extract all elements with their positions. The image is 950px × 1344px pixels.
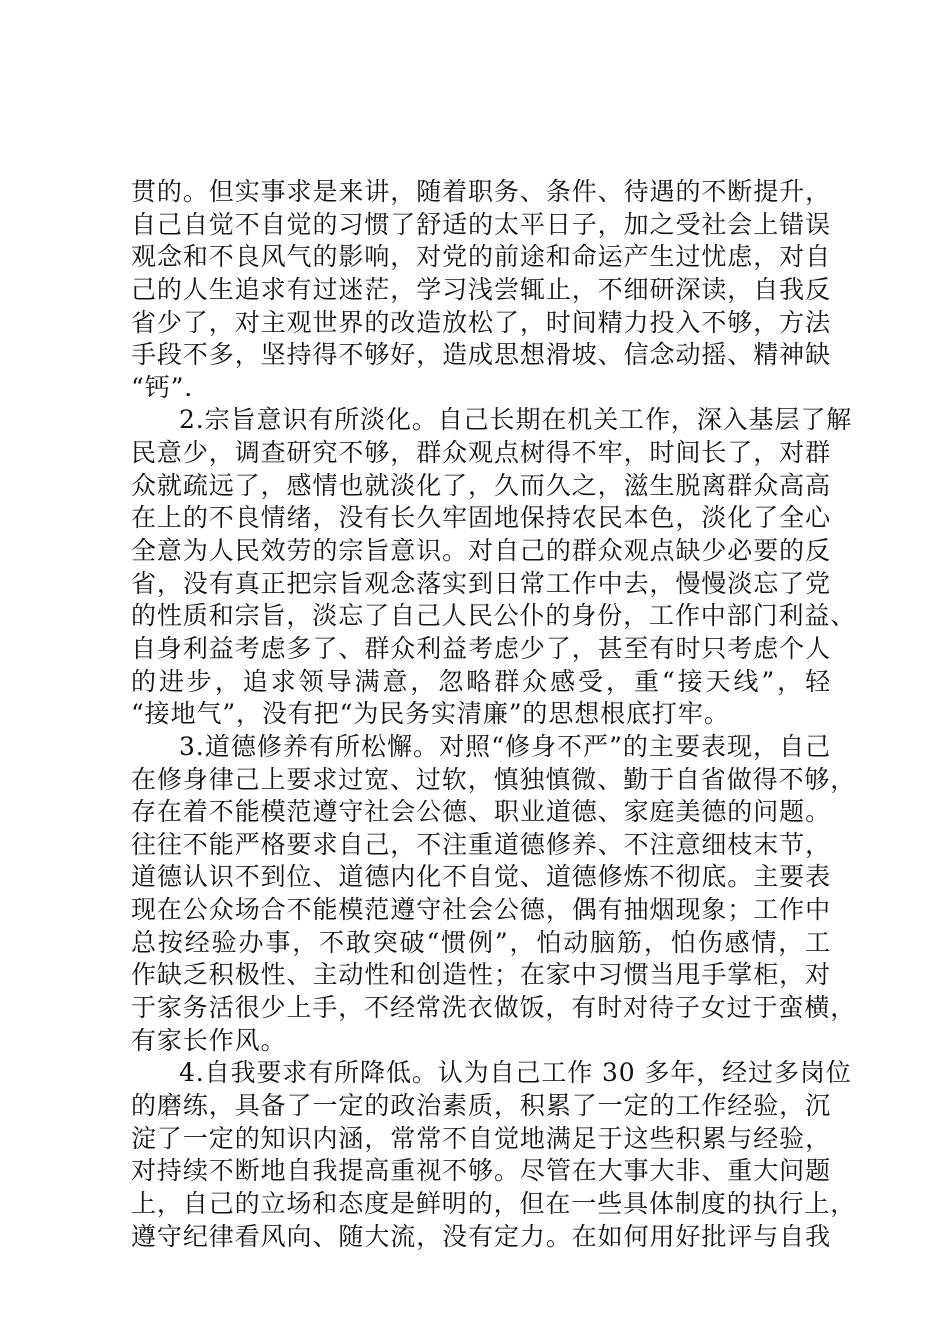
text-line: 的磨练，具备了一定的政治素质，积累了一定的工作经验，沉 [131, 1090, 831, 1120]
text-line: 省，没有真正把宗旨观念落实到日常工作中去，慢慢淡忘了党 [131, 568, 831, 598]
text-line: 在上的不良情绪，没有长久牢固地保持农民本色，淡化了全心 [131, 503, 831, 533]
text-line: 淀了一定的知识内涵，常常不自觉地满足于这些积累与经验， [131, 1123, 831, 1153]
text-line: “接地气”，没有把“为民务实清廉”的思想根底打牢。 [131, 699, 730, 729]
text-line: 全意为人民效劳的宗旨意识。对自己的群众观点缺少必要的反 [131, 536, 831, 566]
text-line: 存在着不能模范遵守社会公德、职业道德、家庭美德的问题。 [131, 797, 831, 827]
text-line: 众就疏远了，感情也就淡化了，久而久之，滋生脱离群众高高 [131, 470, 831, 500]
text-line: 道德认识不到位、道德内化不自觉、道德修炼不彻底。主要表 [131, 862, 831, 892]
text-line: 对持续不断地自我提高重视不够。尽管在大事大非、重大问题 [131, 1156, 831, 1186]
text-line: 作缺乏积极性、主动性和创造性；在家中习惯当甩手掌柜，对 [131, 960, 831, 990]
text-line: 有家长作风。 [131, 1025, 287, 1055]
paragraph-start-line: 4.自我要求有所降低。认为自己工作 30 多年，经过多岗位 [179, 1058, 852, 1088]
text-line: 现在公众场合不能模范遵守社会公德，偶有抽烟现象；工作中 [131, 895, 831, 925]
text-line: 的性质和宗旨，淡忘了自己人民公仆的身份，工作中部门利益、 [131, 601, 857, 631]
text-line: 总按经验办事，不敢突破“惯例”，怕动脑筋，怕伤感情，工 [131, 927, 831, 957]
text-line: 于家务活很少上手，不经常洗衣做饭，有时对待子女过于蛮横， [131, 993, 857, 1023]
paragraph-start-line: 2.宗旨意识有所淡化。自己长期在机关工作，深入基层了解 [179, 405, 853, 435]
text-line: 贯的。但实事求是来讲，随着职务、条件、待遇的不断提升， [131, 177, 831, 206]
text-line: 的进步，追求领导满意，忽略群众感受，重“接天线”，轻 [131, 666, 831, 696]
text-line: 民意少，调查研究不够，群众观点树得不牢，时间长了，对群 [131, 438, 831, 468]
text-line: 遵守纪律看风向、随大流，没有定力。在如何用好批评与自我 [131, 1221, 831, 1251]
text-line: “钙”. [131, 372, 194, 402]
text-line: 在修身律己上要求过宽、过软，慎独慎微、勤于自省做得不够， [131, 764, 857, 794]
text-line: 观念和不良风气的影响，对党的前途和命运产生过忧虑，对自 [131, 242, 831, 272]
text-line: 手段不多，坚持得不够好，造成思想滑坡、信念动摇、精神缺 [131, 340, 831, 370]
text-line: 上，自己的立场和态度是鲜明的，但在一些具体制度的执行上， [131, 1188, 857, 1218]
text-line: 己的人生追求有过迷茫，学习浅尝辄止，不细研深读，自我反 [131, 274, 831, 304]
text-line: 自身利益考虑多了、群众利益考虑少了，甚至有时只考虑个人 [131, 633, 831, 663]
document-body [131, 176, 857, 1253]
text-line: 省少了，对主观世界的改造放松了，时间精力投入不够，方法 [131, 307, 831, 337]
paragraph-start-line: 3.道德修养有所松懈。对照“修身不严”的主要表现，自己 [179, 731, 831, 761]
text-line: 往往不能严格要求自己，不注重道德修养、不注意细枝末节， [131, 829, 831, 859]
text-line: 自己自觉不自觉的习惯了舒适的太平日子，加之受社会上错误 [131, 209, 831, 239]
